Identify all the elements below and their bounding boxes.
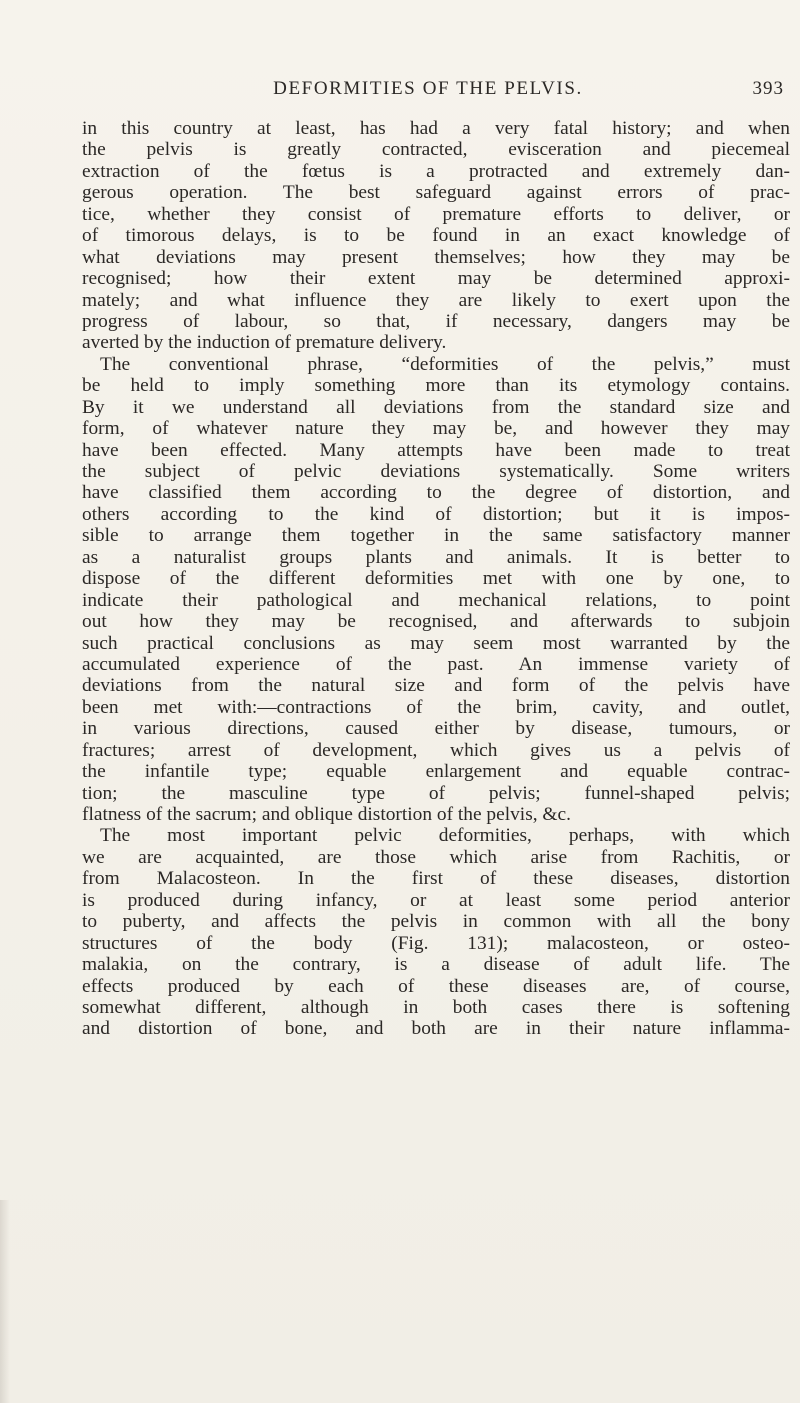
text-line: and distortion of bone, and both are in their nature inflamma-: [82, 1018, 790, 1040]
text-line: fractures; arrest of development, which gives us a pelvis of: [82, 739, 790, 761]
text-line: of timorous delays, is to be found in an exact knowledge of: [82, 225, 790, 247]
text-line: deviations from the natural size and form of the pelvis have: [82, 675, 790, 697]
text-line: from Malacosteon. In the first of these diseases, distortion: [82, 868, 790, 890]
text-line: malakia, on the contrary, is a disease of adult life. The: [82, 954, 790, 976]
text-line: progress of labour, so that, if necessary, dangers may be: [82, 310, 790, 332]
text-line: indicate their pathological and mechanical relations, to point: [82, 589, 790, 611]
text-line: such practical conclusions as may seem most warranted by the: [82, 632, 790, 654]
text-line: By it we understand all deviations from the standard size and: [82, 396, 790, 418]
text-line: form, of whatever nature they may be, and however they may: [82, 418, 790, 440]
text-line: have classified them according to the degree of distortion, and: [82, 482, 790, 504]
text-line: mately; and what influence they are likely to exert upon the: [82, 289, 790, 311]
text-line: we are acquainted, are those which arise from Rachitis, or: [82, 846, 790, 868]
text-line: others according to the kind of distortion; but it is impos-: [82, 503, 790, 525]
text-line: be held to imply something more than its etymology contains.: [82, 375, 790, 397]
text-line: somewhat different, although in both cases there is softening: [82, 996, 790, 1018]
text-line: the infantile type; equable enlargement and equable contrac-: [82, 761, 790, 783]
text-line: The most important pelvic deformities, perhaps, with which: [100, 825, 790, 847]
text-line: structures of the body (Fig. 131); malacosteon, or osteo-: [82, 932, 790, 954]
text-line: gerous operation. The best safeguard against errors of prac-: [82, 182, 790, 204]
text-line: accumulated experience of the past. An immense variety of: [82, 653, 790, 675]
running-head: [148, 78, 788, 102]
text-line: in various directions, caused either by disease, tumours, or: [82, 718, 790, 740]
page-edge-shadow: [0, 1200, 10, 1403]
text-line: what deviations may present themselves; how they may be: [82, 246, 790, 268]
text-line: tice, whether they consist of premature efforts to deliver, or: [82, 203, 790, 225]
text-line: flatness of the sacrum; and oblique distortion of the pelvis, &c.: [82, 804, 571, 825]
text-line: recognised; how their extent may be determined approxi-: [82, 268, 790, 290]
text-line: tion; the masculine type of pelvis; funnel-shaped pelvis;: [82, 782, 790, 804]
page-number: 393: [752, 78, 784, 99]
text-line: dispose of the different deformities met with one by one, to: [82, 568, 790, 590]
text-line: extraction of the fœtus is a protracted and extremely dan-: [82, 160, 790, 182]
text-line: in this country at least, has had a very fatal history; and when: [82, 118, 790, 139]
text-line: effects produced by each of these diseases are, of course,: [82, 975, 790, 997]
text-line: out how they may be recognised, and afterwards to subjoin: [82, 611, 790, 633]
text-line: the pelvis is greatly contracted, evisceration and piecemeal: [82, 139, 790, 161]
text-line: averted by the induction of premature delivery.: [82, 332, 447, 354]
running-title: DEFORMITIES OF THE PELVIS.: [273, 78, 583, 99]
text-line: to puberty, and affects the pelvis in common with all the bony: [82, 911, 790, 933]
text-line: have been effected. Many attempts have been made to treat: [82, 439, 790, 461]
body-text: [82, 118, 790, 1040]
text-line: sible to arrange them together in the same satisfactory manner: [82, 525, 790, 547]
text-line: the subject of pelvic deviations systematically. Some writers: [82, 461, 790, 482]
text-line: as a naturalist groups plants and animals. It is better to: [82, 546, 790, 568]
text-line: is produced during infancy, or at least some period anterior: [82, 889, 790, 911]
text-line: The conventional phrase, “deformities of the pelvis,” must: [100, 353, 790, 375]
text-line: been met with:—contractions of the brim, cavity, and outlet,: [82, 696, 790, 718]
